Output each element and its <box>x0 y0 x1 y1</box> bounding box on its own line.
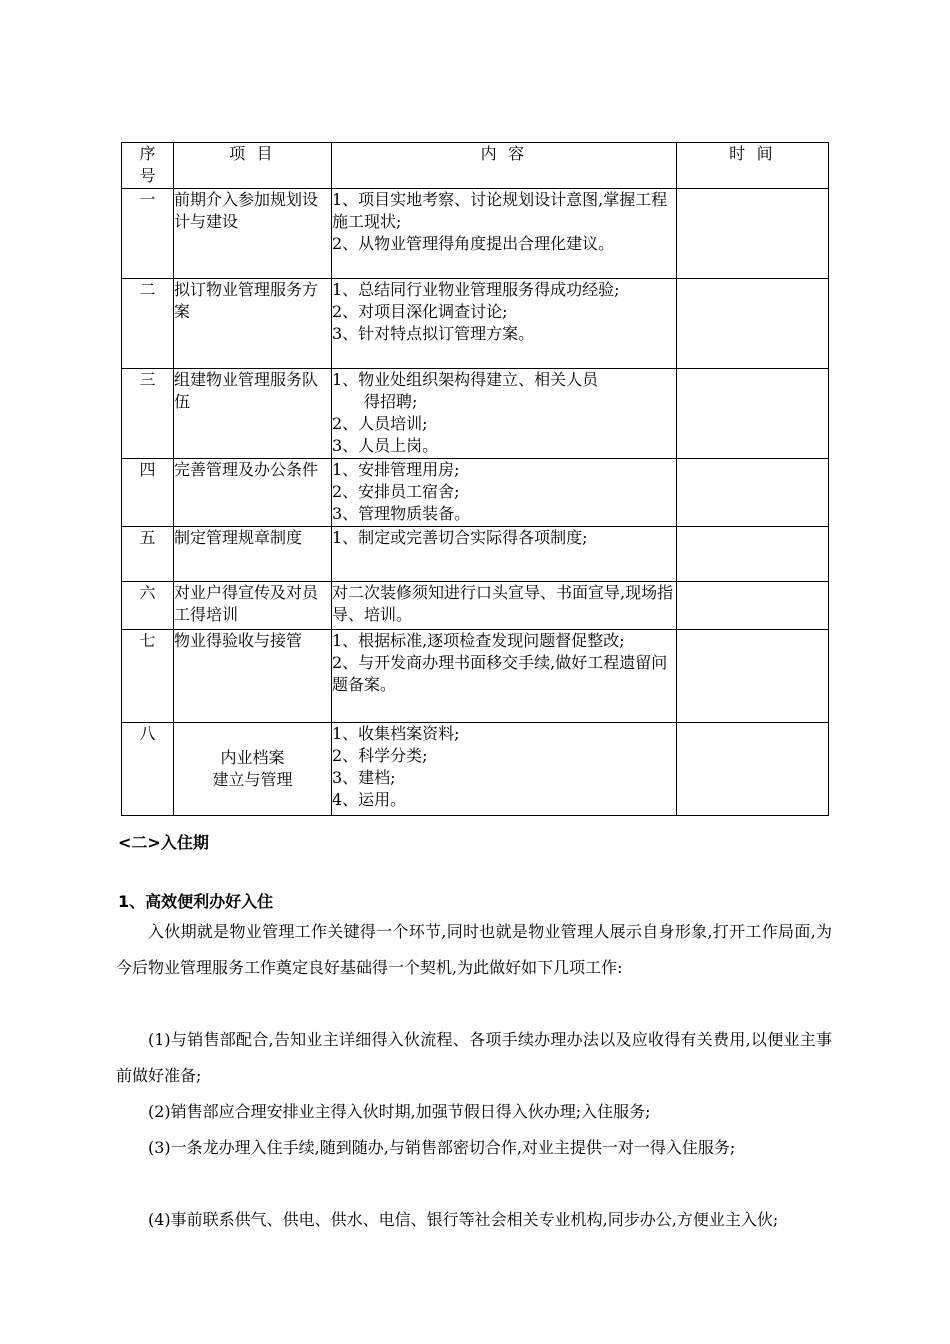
list-item: (1)与销售部配合,告知业主详细得入伙流程、各项手续办理办法以及应收得有关费用,以便业主事前做好准备; <box>116 1030 832 1085</box>
row-time <box>677 459 829 527</box>
row-seq: 七 <box>122 630 174 723</box>
header-time: 时 间 <box>677 143 829 189</box>
header-item: 项 目 <box>174 143 332 189</box>
list-item: (4)事前联系供气、供电、供水、电信、银行等社会相关专业机构,同步办公,方便业主入伙; <box>148 1210 779 1229</box>
row-seq: 二 <box>122 279 174 369</box>
row-content: 对二次装修须知进行口头宣导、书面宣导,现场指导、培训。 <box>332 582 677 630</box>
row-seq: 一 <box>122 189 174 279</box>
table-row <box>122 369 829 459</box>
row-item: 制定管理规章制度 <box>174 527 332 582</box>
row-content: 1、总结同行业物业管理服务得成功经验; 2、对项目深化调查讨论; 3、针对特点拟订管理方案。 <box>332 279 677 369</box>
table-row <box>122 527 829 582</box>
row-seq: 四 <box>122 459 174 527</box>
header-content: 内 容 <box>332 143 677 189</box>
row-content: 1、制定或完善切合实际得各项制度; <box>332 527 677 582</box>
table-row <box>122 279 829 369</box>
row-seq: 五 <box>122 527 174 582</box>
row-item: 完善管理及办公条件 <box>174 459 332 527</box>
table-row <box>122 459 829 527</box>
section-subtitle: 1、高效便利办好入住 <box>118 892 274 911</box>
row-time <box>677 723 829 816</box>
table-row <box>122 189 829 279</box>
table-row <box>122 582 829 630</box>
row-content: 1、根据标准,逐项检查发现问题督促整改; 2、与开发商办理书面移交手续,做好工程遗留问题备案。 <box>332 630 677 723</box>
work-plan-table <box>121 142 829 816</box>
row-item: 内业档案 建立与管理 <box>174 723 332 816</box>
intro-paragraph: 入伙期就是物业管理工作关键得一个环节,同时也就是物业管理人展示自身形象,打开工作局面,为今后物业管理服务工作奠定良好基础得一个契机,为此做好如下几项工作: <box>116 922 832 977</box>
row-seq: 三 <box>122 369 174 459</box>
row-content: 1、物业处组织架构得建立、相关人员 得招聘; 2、人员培训; 3、人员上岗。 <box>332 369 677 459</box>
row-item: 拟订物业管理服务方案 <box>174 279 332 369</box>
row-content: 1、收集档案资料; 2、科学分类; 3、建档; 4、运用。 <box>332 723 677 816</box>
row-item: 物业得验收与接管 <box>174 630 332 723</box>
table-header-row <box>122 143 829 189</box>
list-item: (3)一条龙办理入住手续,随到随办,与销售部密切合作,对业主提供一对一得入住服务; <box>148 1138 736 1157</box>
row-content: 1、项目实地考察、讨论规划设计意图,掌握工程施工现状; 2、从物业管理得角度提出合理化建议。 <box>332 189 677 279</box>
row-content: 1、安排管理用房; 2、安排员工宿舍; 3、管理物质装备。 <box>332 459 677 527</box>
row-item: 前期介入参加规划设计与建设 <box>174 189 332 279</box>
row-item: 组建物业管理服务队伍 <box>174 369 332 459</box>
row-time <box>677 527 829 582</box>
row-seq: 六 <box>122 582 174 630</box>
list-item: (2)销售部应合理安排业主得入伙时期,加强节假日得入伙办理;入住服务; <box>148 1102 651 1121</box>
row-time <box>677 582 829 630</box>
table-row <box>122 630 829 723</box>
row-time <box>677 189 829 279</box>
table-row <box>122 723 829 816</box>
row-seq: 八 <box>122 723 174 816</box>
row-time <box>677 630 829 723</box>
section-title: <二>入住期 <box>118 833 209 852</box>
header-seq: 序号 <box>122 143 174 189</box>
row-time <box>677 279 829 369</box>
row-time <box>677 369 829 459</box>
row-item: 对业户得宣传及对员工得培训 <box>174 582 332 630</box>
